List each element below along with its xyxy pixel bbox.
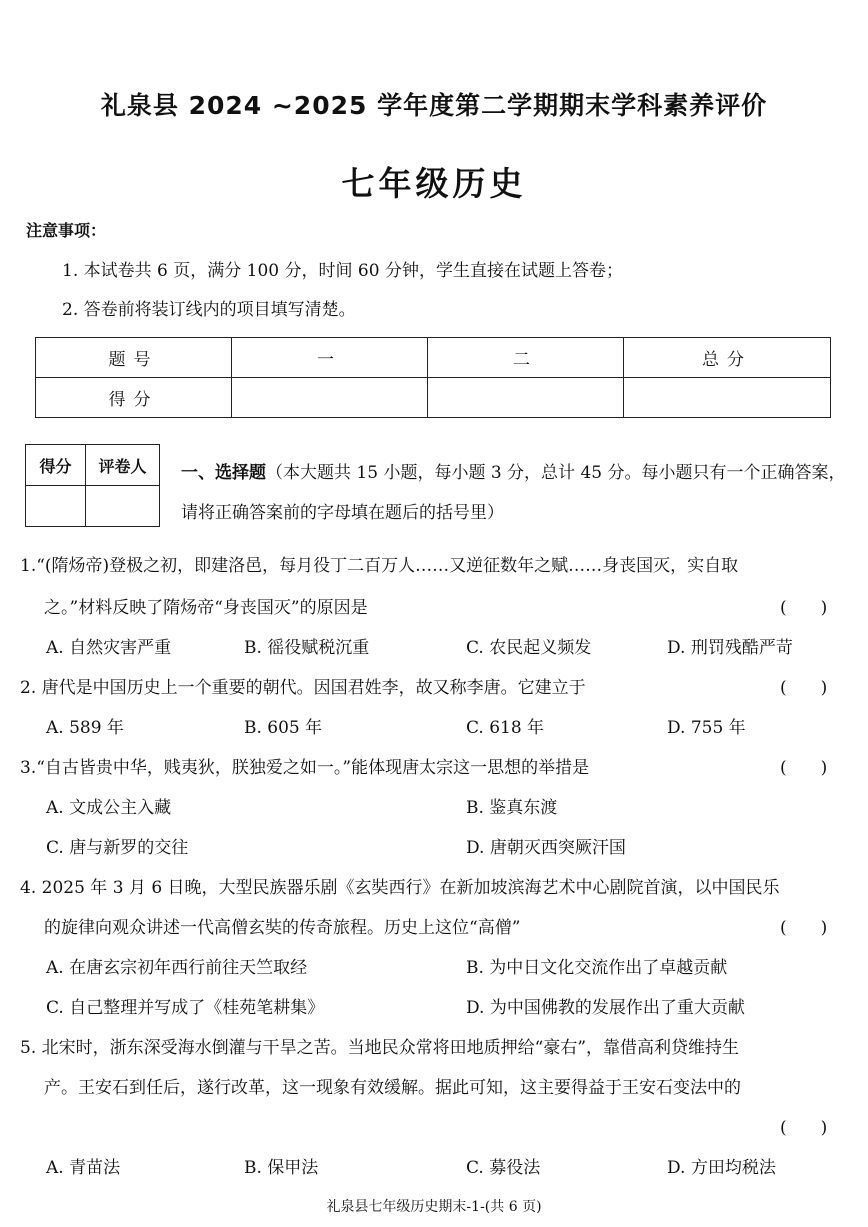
question-5-line2: 产。王安石到任后，遂行改革，这一现象有效缓解。据此可知，这主要得益于王安石变法中的	[44, 1078, 741, 1098]
question-2-line1: 2. 唐代是中国历史上一个重要的朝代。因国君姓李，故又称李唐。它建立于	[20, 678, 586, 698]
q3-option-d[interactable]: D. 唐朝灭西突厥汗国	[466, 838, 626, 858]
q1-option-a[interactable]: A. 自然灾害严重	[46, 638, 172, 658]
q5-option-d[interactable]: D. 方田均税法	[667, 1158, 776, 1178]
section-description: （本大题共 15 小题，每小题 3 分，总计 45 分。每小题只有一个正确答案，请将正确答案前的字母填在题后的括号里）	[181, 463, 846, 523]
question-1-line2: 之。”材料反映了隋炀帝“身丧国灭”的原因是	[44, 598, 368, 618]
q2-option-b[interactable]: B. 605 年	[244, 718, 323, 738]
q2-option-c[interactable]: C. 618 年	[466, 718, 545, 738]
score-table-header: 题号	[36, 338, 232, 378]
grader-name-cell[interactable]	[86, 486, 160, 527]
q1-option-b[interactable]: B. 徭役赋税沉重	[244, 638, 370, 658]
grader-table	[25, 444, 160, 527]
page-footer: 礼泉县七年级历史期末-1-(共 6 页)	[326, 1199, 542, 1215]
q3-option-a[interactable]: A. 文成公主入藏	[46, 798, 172, 818]
q1-option-c[interactable]: C. 农民起义频发	[466, 638, 592, 658]
section-heading	[181, 453, 846, 533]
q2-option-d[interactable]: D. 755 年	[667, 718, 746, 738]
q3-option-c[interactable]: C. 唐与新罗的交往	[46, 838, 189, 858]
score-table-header: 二	[428, 338, 624, 378]
score-cell[interactable]	[232, 378, 428, 418]
score-cell[interactable]	[624, 378, 831, 418]
q5-option-a[interactable]: A. 青苗法	[46, 1158, 121, 1178]
question-4-line2: 的旋律向观众讲述一代高僧玄奘的传奇旅程。历史上这位“高僧”	[44, 918, 521, 938]
q1-option-d[interactable]: D. 刑罚残酷严苛	[667, 638, 793, 658]
question-3-line1: 3.“自古皆贵中华，贱夷狄，朕独爱之如一。”能体现唐太宗这一思想的举措是	[20, 758, 590, 778]
q4-option-d[interactable]: D. 为中国佛教的发展作出了重大贡献	[466, 998, 745, 1018]
exam-subtitle: 七年级历史	[341, 164, 527, 203]
q5-option-b[interactable]: B. 保甲法	[244, 1158, 319, 1178]
grader-score-label: 得分	[26, 445, 86, 486]
score-cell[interactable]	[428, 378, 624, 418]
question-1-line1: 1.“(隋炀帝)登极之初，即建洛邑，每月役丁二百万人……又逆征数年之赋……身丧国灭，实自取	[20, 556, 739, 576]
q5-option-c[interactable]: C. 募役法	[466, 1158, 541, 1178]
notes-heading: 注意事项：	[26, 221, 107, 240]
exam-title: 礼泉县 2024 ~2025 学年度第二学期期末学科素养评价	[100, 91, 768, 120]
score-table-header: 一	[232, 338, 428, 378]
answer-paren[interactable]: ( )	[780, 758, 828, 778]
answer-paren[interactable]: ( )	[780, 1118, 828, 1138]
question-4-line1: 4. 2025 年 3 月 6 日晚，大型民族器乐剧《玄奘西行》在新加坡滨海艺术中心剧院首演，以中国民乐	[20, 878, 780, 898]
score-table	[35, 337, 831, 418]
q3-option-b[interactable]: B. 鉴真东渡	[466, 798, 558, 818]
note-item: 2. 答卷前将装订线内的项目填写清楚。	[62, 300, 356, 320]
answer-paren[interactable]: ( )	[780, 598, 828, 618]
note-item: 1. 本试卷共 6 页，满分 100 分，时间 60 分钟，学生直接在试题上答卷；	[62, 261, 623, 281]
answer-paren[interactable]: ( )	[780, 918, 828, 938]
grader-name-label: 评卷人	[86, 445, 160, 486]
score-table-header: 总分	[624, 338, 831, 378]
q4-option-c[interactable]: C. 自己整理并写成了《桂苑笔耕集》	[46, 998, 325, 1018]
q4-option-b[interactable]: B. 为中日文化交流作出了卓越贡献	[466, 958, 728, 978]
score-row-label: 得分	[36, 378, 232, 418]
answer-paren[interactable]: ( )	[780, 678, 828, 698]
question-5-line1: 5. 北宋时，浙东深受海水倒灌与干旱之苦。当地民众常将田地质押给“豪右”，靠借高利贷维持生	[20, 1038, 740, 1058]
grader-score-cell[interactable]	[26, 486, 86, 527]
q4-option-a[interactable]: A. 在唐玄宗初年西行前往天竺取经	[46, 958, 308, 978]
section-title: 一、选择题	[181, 463, 266, 483]
q2-option-a[interactable]: A. 589 年	[46, 718, 124, 738]
